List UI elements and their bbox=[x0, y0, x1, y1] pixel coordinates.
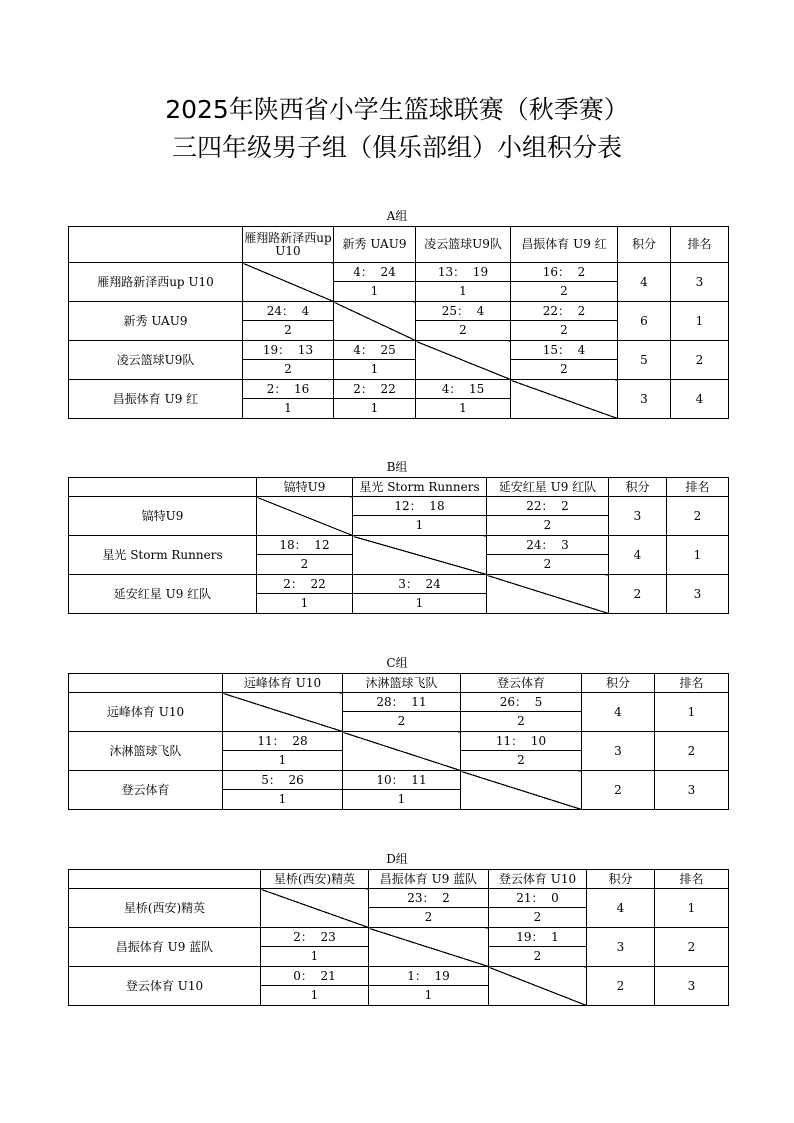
match-score: 19： 13 bbox=[243, 341, 333, 360]
match-points: 2 bbox=[300, 557, 309, 571]
self-match-cell bbox=[416, 341, 511, 380]
team-name: 延安红星 U9 红队 bbox=[69, 575, 257, 614]
match-cell bbox=[223, 771, 343, 810]
points-header: 积分 bbox=[618, 227, 671, 263]
match-score: 5： 26 bbox=[223, 771, 342, 790]
match-score: 13： 19 bbox=[416, 263, 510, 282]
match-cell bbox=[489, 928, 587, 967]
self-match-cell bbox=[511, 380, 618, 419]
match-points: 1 bbox=[397, 792, 406, 806]
group-b-table bbox=[68, 477, 729, 614]
total-points: 4 bbox=[618, 263, 671, 302]
total-points: 4 bbox=[609, 536, 667, 575]
match-points: 1 bbox=[310, 949, 319, 963]
self-match-cell bbox=[461, 771, 582, 810]
total-points: 3 bbox=[618, 380, 671, 419]
self-match-cell bbox=[243, 263, 334, 302]
match-cell bbox=[487, 497, 609, 536]
team-name: 星光 Storm Runners bbox=[69, 536, 257, 575]
table-row bbox=[69, 536, 729, 575]
match-cell bbox=[416, 263, 511, 302]
rank-value: 3 bbox=[667, 575, 729, 614]
match-cell bbox=[511, 341, 618, 380]
rank-value: 4 bbox=[671, 380, 729, 419]
group-a-label: A组 bbox=[386, 209, 408, 223]
total-points: 3 bbox=[587, 928, 655, 967]
match-points: 2 bbox=[284, 362, 292, 376]
match-points: 2 bbox=[560, 323, 568, 337]
match-cell bbox=[489, 889, 587, 928]
match-points: 2 bbox=[533, 910, 542, 924]
team-name: 登云体育 U10 bbox=[69, 967, 261, 1006]
table-row bbox=[69, 928, 729, 967]
match-points: 2 bbox=[397, 714, 406, 728]
table-row bbox=[69, 263, 729, 302]
match-cell bbox=[243, 302, 334, 341]
total-points: 2 bbox=[609, 575, 667, 614]
match-score: 4： 25 bbox=[334, 341, 415, 360]
match-score: 4： 15 bbox=[416, 380, 510, 399]
match-cell bbox=[353, 575, 487, 614]
match-cell bbox=[257, 536, 353, 575]
rank-value: 2 bbox=[655, 928, 729, 967]
match-score: 10： 11 bbox=[343, 771, 460, 790]
match-points: 1 bbox=[415, 596, 424, 610]
table-row bbox=[69, 575, 729, 614]
total-points: 4 bbox=[582, 693, 655, 732]
total-points: 4 bbox=[587, 889, 655, 928]
match-points: 2 bbox=[560, 284, 568, 298]
group-d-table bbox=[68, 869, 729, 1006]
self-match-cell bbox=[353, 536, 487, 575]
team-name: 镐特U9 bbox=[69, 497, 257, 536]
col-header: 登云体育 U10 bbox=[489, 870, 587, 889]
rank-value: 3 bbox=[655, 771, 729, 810]
match-points: 2 bbox=[543, 557, 552, 571]
table-row bbox=[69, 497, 729, 536]
table-row bbox=[69, 341, 729, 380]
match-cell bbox=[369, 889, 489, 928]
match-points: 1 bbox=[284, 401, 292, 415]
match-cell bbox=[334, 380, 416, 419]
points-header: 积分 bbox=[582, 674, 655, 693]
match-score: 4： 24 bbox=[334, 263, 415, 282]
team-name: 昌振体育 U9 红 bbox=[69, 380, 243, 419]
match-points: 1 bbox=[310, 988, 319, 1002]
col-header: 星光 Storm Runners bbox=[353, 478, 487, 497]
group-d-label: D组 bbox=[386, 852, 408, 866]
rank-value: 3 bbox=[655, 967, 729, 1006]
self-match-cell bbox=[369, 928, 489, 967]
self-match-cell bbox=[489, 967, 587, 1006]
match-points: 1 bbox=[300, 596, 309, 610]
match-cell bbox=[511, 302, 618, 341]
match-score: 16： 2 bbox=[511, 263, 617, 282]
match-cell bbox=[223, 732, 343, 771]
match-score: 0： 21 bbox=[261, 967, 368, 986]
match-score: 21： 0 bbox=[489, 889, 586, 908]
rank-value: 1 bbox=[667, 536, 729, 575]
match-points: 1 bbox=[370, 401, 379, 415]
match-score: 2： 22 bbox=[257, 575, 352, 594]
match-cell bbox=[511, 263, 618, 302]
col-header: 远峰体育 U10 bbox=[223, 674, 343, 693]
team-name: 星桥(西安)精英 bbox=[69, 889, 261, 928]
table-row bbox=[69, 693, 729, 732]
rank-value: 2 bbox=[667, 497, 729, 536]
corner-cell bbox=[69, 478, 257, 497]
match-cell bbox=[487, 536, 609, 575]
team-name: 凌云篮球U9队 bbox=[69, 341, 243, 380]
col-header: 凌云篮球U9队 bbox=[416, 227, 511, 263]
match-score: 2： 16 bbox=[243, 380, 333, 399]
match-cell bbox=[243, 341, 334, 380]
total-points: 2 bbox=[587, 967, 655, 1006]
match-score: 11： 28 bbox=[223, 732, 342, 751]
match-score: 15： 4 bbox=[511, 341, 617, 360]
self-match-cell bbox=[487, 575, 609, 614]
table-row bbox=[69, 771, 729, 810]
total-points: 3 bbox=[609, 497, 667, 536]
col-header: 延安红星 U9 红队 bbox=[487, 478, 609, 497]
self-match-cell bbox=[343, 732, 461, 771]
col-header: 星桥(西安)精英 bbox=[261, 870, 369, 889]
group-c-table bbox=[68, 673, 729, 810]
col-header: 雁翔路新泽西up U10 bbox=[243, 227, 334, 263]
total-points: 6 bbox=[618, 302, 671, 341]
match-score: 2： 22 bbox=[334, 380, 415, 399]
col-header: 镐特U9 bbox=[257, 478, 353, 497]
match-points: 2 bbox=[424, 910, 433, 924]
match-score: 18： 12 bbox=[257, 536, 352, 555]
match-points: 1 bbox=[459, 284, 467, 298]
match-cell bbox=[461, 693, 582, 732]
match-points: 2 bbox=[533, 949, 542, 963]
self-match-cell bbox=[223, 693, 343, 732]
match-points: 2 bbox=[560, 362, 568, 376]
match-score: 19： 1 bbox=[489, 928, 586, 947]
total-points: 2 bbox=[582, 771, 655, 810]
match-cell bbox=[334, 341, 416, 380]
match-cell bbox=[343, 693, 461, 732]
match-score: 12： 18 bbox=[353, 497, 486, 516]
corner-cell bbox=[69, 674, 223, 693]
rank-header: 排名 bbox=[655, 870, 729, 889]
match-points: 1 bbox=[370, 362, 379, 376]
match-points: 2 bbox=[459, 323, 467, 337]
team-name: 登云体育 bbox=[69, 771, 223, 810]
match-score: 24： 3 bbox=[487, 536, 608, 555]
match-score: 22： 2 bbox=[511, 302, 617, 321]
match-points: 1 bbox=[415, 518, 424, 532]
match-score: 24： 4 bbox=[243, 302, 333, 321]
table-row bbox=[69, 380, 729, 419]
rank-value: 2 bbox=[655, 732, 729, 771]
match-cell bbox=[343, 771, 461, 810]
match-cell bbox=[257, 575, 353, 614]
match-points: 2 bbox=[517, 714, 525, 728]
self-match-cell bbox=[257, 497, 353, 536]
table-row bbox=[69, 967, 729, 1006]
points-header: 积分 bbox=[587, 870, 655, 889]
col-header: 新秀 UAU9 bbox=[334, 227, 416, 263]
table-row bbox=[69, 302, 729, 341]
col-header: 登云体育 bbox=[461, 674, 582, 693]
match-points: 2 bbox=[517, 753, 525, 767]
group-c-label: C组 bbox=[386, 656, 408, 670]
match-points: 1 bbox=[424, 988, 433, 1002]
table-row bbox=[69, 889, 729, 928]
match-points: 1 bbox=[278, 753, 287, 767]
match-cell bbox=[369, 967, 489, 1006]
team-name: 雁翔路新泽西up U10 bbox=[69, 263, 243, 302]
match-cell bbox=[416, 302, 511, 341]
rank-value: 3 bbox=[671, 263, 729, 302]
corner-cell bbox=[69, 227, 243, 263]
rank-header: 排名 bbox=[655, 674, 729, 693]
match-score: 25： 4 bbox=[416, 302, 510, 321]
match-points: 1 bbox=[370, 284, 379, 298]
match-cell bbox=[334, 263, 416, 302]
team-name: 新秀 UAU9 bbox=[69, 302, 243, 341]
col-header: 昌振体育 U9 蓝队 bbox=[369, 870, 489, 889]
col-header: 沐淋篮球飞队 bbox=[343, 674, 461, 693]
match-cell bbox=[416, 380, 511, 419]
match-score: 28： 11 bbox=[343, 693, 460, 712]
self-match-cell bbox=[334, 302, 416, 341]
match-cell bbox=[261, 928, 369, 967]
match-cell bbox=[261, 967, 369, 1006]
match-points: 2 bbox=[284, 323, 292, 337]
match-points: 1 bbox=[278, 792, 287, 806]
table-row bbox=[69, 732, 729, 771]
match-score: 23： 2 bbox=[369, 889, 488, 908]
match-cell bbox=[461, 732, 582, 771]
match-score: 1： 19 bbox=[369, 967, 488, 986]
self-match-cell bbox=[261, 889, 369, 928]
team-name: 远峰体育 U10 bbox=[69, 693, 223, 732]
rank-value: 2 bbox=[671, 341, 729, 380]
col-header: 昌振体育 U9 红 bbox=[511, 227, 618, 263]
page-title-line2: 三四年级男子组（俱乐部组）小组积分表 bbox=[171, 133, 622, 162]
match-points: 2 bbox=[543, 518, 552, 532]
match-points: 1 bbox=[459, 401, 467, 415]
rank-value: 1 bbox=[671, 302, 729, 341]
points-header: 积分 bbox=[609, 478, 667, 497]
rank-header: 排名 bbox=[671, 227, 729, 263]
team-name: 沐淋篮球飞队 bbox=[69, 732, 223, 771]
total-points: 3 bbox=[582, 732, 655, 771]
group-a-table bbox=[68, 226, 729, 419]
page-title-line1: 2025年陕西省小学生篮球联赛（秋季赛） bbox=[165, 95, 629, 124]
corner-cell bbox=[69, 870, 261, 889]
match-score: 2： 23 bbox=[261, 928, 368, 947]
group-b-label: B组 bbox=[386, 460, 408, 474]
team-name: 昌振体育 U9 蓝队 bbox=[69, 928, 261, 967]
match-score: 11： 10 bbox=[461, 732, 581, 751]
match-score: 22： 2 bbox=[487, 497, 608, 516]
match-score: 26： 5 bbox=[461, 693, 581, 712]
rank-header: 排名 bbox=[667, 478, 729, 497]
match-cell bbox=[353, 497, 487, 536]
match-score: 3： 24 bbox=[353, 575, 486, 594]
total-points: 5 bbox=[618, 341, 671, 380]
rank-value: 1 bbox=[655, 693, 729, 732]
match-cell bbox=[243, 380, 334, 419]
rank-value: 1 bbox=[655, 889, 729, 928]
